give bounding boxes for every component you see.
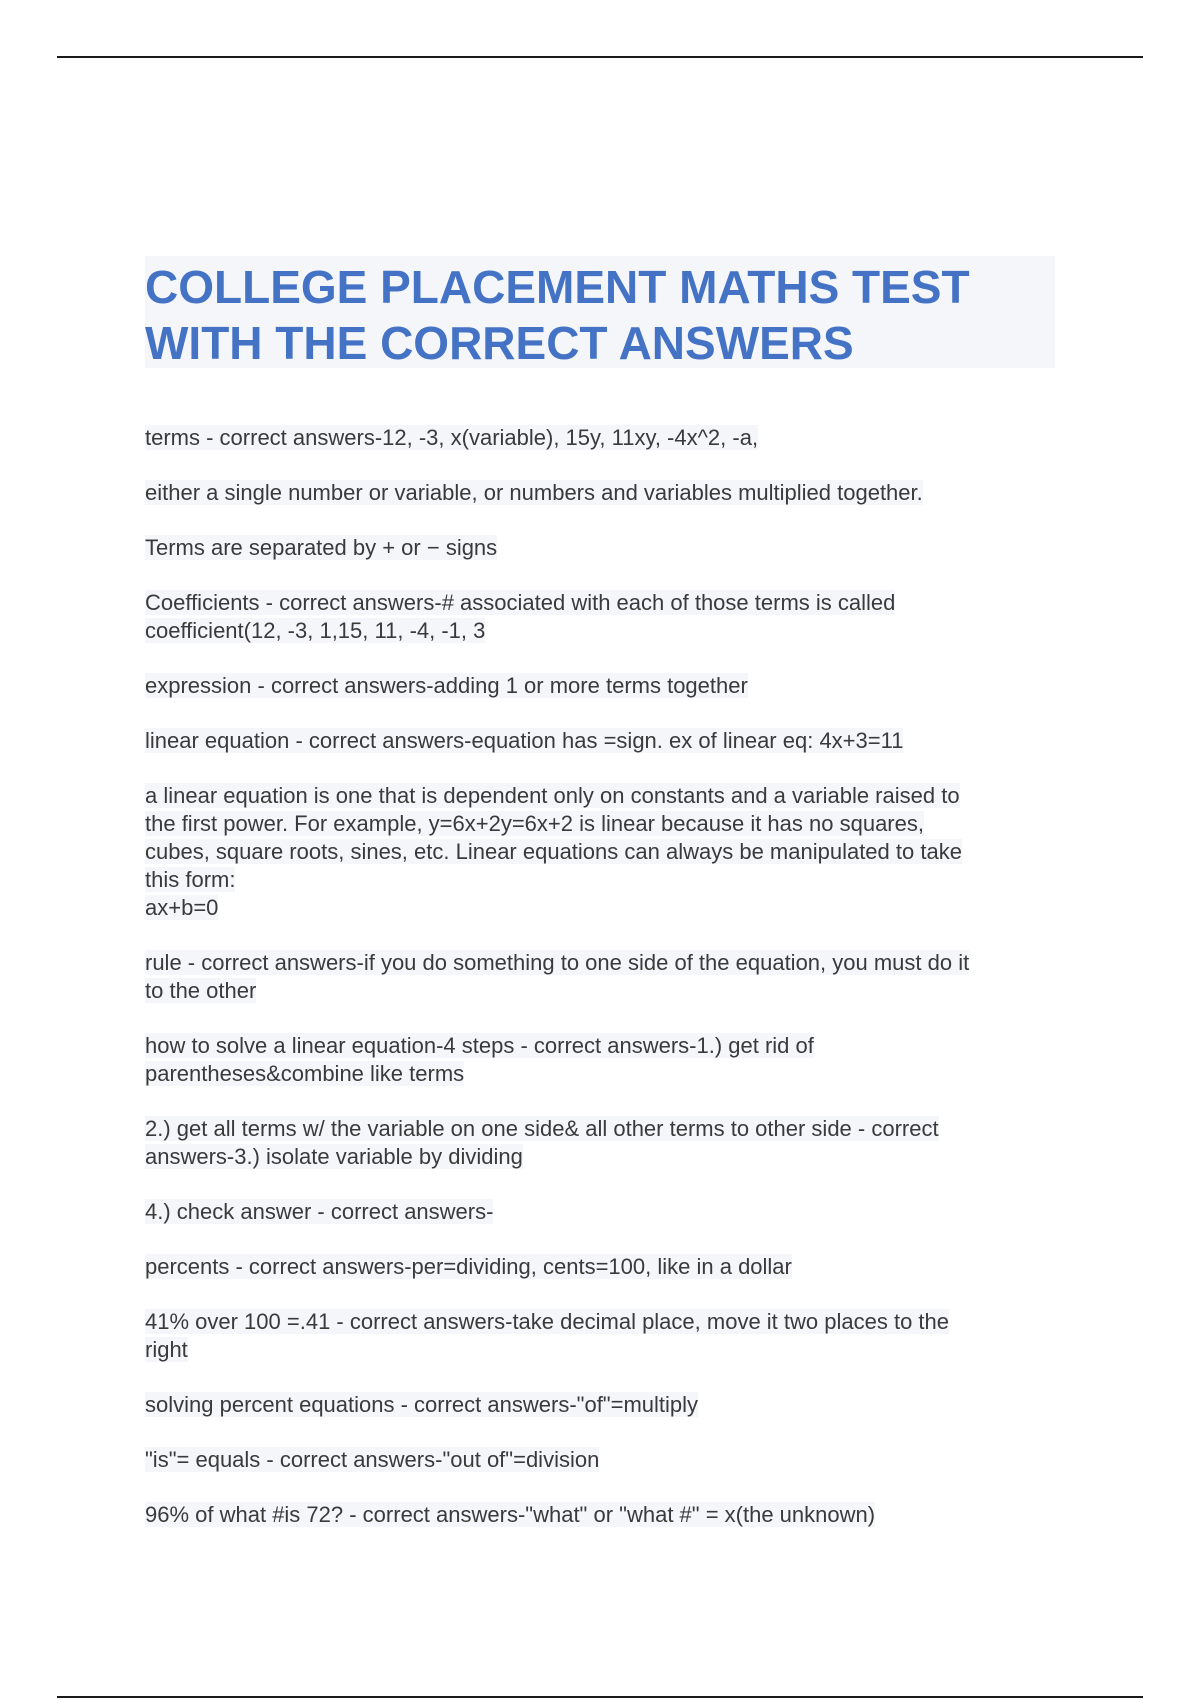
line-text: "is"= equals - correct answers-"out of"=division (145, 1447, 600, 1472)
paragraph (145, 672, 1065, 700)
paragraph (145, 1115, 1065, 1171)
paragraph (145, 424, 1065, 452)
paragraph (145, 1446, 1065, 1474)
paragraph-line (145, 479, 1065, 507)
line-text: either a single number or variable, or numbers and variables multiplied together. (145, 480, 923, 505)
paragraph (145, 1198, 1065, 1226)
document-body (145, 424, 1065, 1556)
line-text: linear equation - correct answers-equation has =sign. ex of linear eq: 4x+3=11 (145, 728, 904, 753)
top-rule (57, 56, 1143, 58)
bottom-rule (57, 1696, 1143, 1698)
line-text: 4.) check answer - correct answers- (145, 1199, 494, 1224)
paragraph (145, 949, 1065, 1005)
line-text: a linear equation is one that is dependent only on constants and a variable raised to (145, 783, 960, 808)
line-text: 96% of what #is 72? - correct answers-"what" or "what #" = x(the unknown) (145, 1502, 876, 1527)
paragraph (145, 534, 1065, 562)
paragraph-line (145, 672, 1065, 700)
paragraph-line (145, 1143, 1065, 1171)
line-text: solving percent equations - correct answers-"of"=multiply (145, 1392, 699, 1417)
line-text: parentheses&combine like terms (145, 1061, 465, 1086)
paragraph-line (145, 727, 1065, 755)
paragraph-line (145, 617, 1065, 645)
paragraph-line (145, 1308, 1065, 1336)
paragraph-line (145, 589, 1065, 617)
paragraph-line (145, 534, 1065, 562)
paragraph-line (145, 1446, 1065, 1474)
line-text: rule - correct answers-if you do something to one side of the equation, you must do it (145, 950, 970, 975)
line-text: 2.) get all terms w/ the variable on one side& all other terms to other side - correct (145, 1116, 939, 1141)
paragraph-line (145, 894, 1065, 922)
title-line-1: COLLEGE PLACEMENT MATHS TEST (145, 261, 970, 313)
paragraph-line (145, 1060, 1065, 1088)
title-line-2: WITH THE CORRECT ANSWERS (145, 317, 854, 369)
paragraph (145, 727, 1065, 755)
paragraph (145, 1308, 1065, 1364)
line-text: Coefficients - correct answers-# associated with each of those terms is called (145, 590, 896, 615)
line-text: Terms are separated by + or − signs (145, 535, 498, 560)
paragraph-line (145, 810, 1065, 838)
line-text: 41% over 100 =.41 - correct answers-take decimal place, move it two places to the (145, 1309, 949, 1334)
paragraph-line (145, 1336, 1065, 1364)
paragraph-line (145, 424, 1065, 452)
paragraph-line (145, 1115, 1065, 1143)
line-text: answers-3.) isolate variable by dividing (145, 1144, 523, 1169)
paragraph (145, 1253, 1065, 1281)
paragraph-line (145, 1501, 1065, 1529)
line-text: percents - correct answers-per=dividing, cents=100, like in a dollar (145, 1254, 792, 1279)
paragraph (145, 1032, 1065, 1088)
paragraph (145, 589, 1065, 645)
paragraph-line (145, 1391, 1065, 1419)
paragraph-line (145, 1032, 1065, 1060)
document-title (145, 256, 1055, 368)
paragraph (145, 782, 1065, 922)
paragraph-line (145, 1253, 1065, 1281)
paragraph-line (145, 838, 1065, 866)
line-text: cubes, square roots, sines, etc. Linear equations can always be manipulated to take (145, 839, 962, 864)
line-text: this form: (145, 867, 236, 892)
line-text: to the other (145, 978, 257, 1003)
line-text: expression - correct answers-adding 1 or more terms together (145, 673, 748, 698)
line-text: right (145, 1337, 188, 1362)
paragraph (145, 1501, 1065, 1529)
line-text: coefficient(12, -3, 1,15, 11, -4, -1, 3 (145, 618, 486, 643)
paragraph-line (145, 1198, 1065, 1226)
paragraph-line (145, 977, 1065, 1005)
line-text: terms - correct answers-12, -3, x(variable), 15y, 11xy, -4x^2, -a, (145, 425, 759, 450)
line-text: the first power. For example, y=6x+2y=6x+2 is linear because it has no squares, (145, 811, 924, 836)
line-text: ax+b=0 (145, 895, 219, 920)
paragraph-line (145, 949, 1065, 977)
line-text: how to solve a linear equation-4 steps - correct answers-1.) get rid of (145, 1033, 814, 1058)
paragraph (145, 479, 1065, 507)
paragraph (145, 1391, 1065, 1419)
paragraph-line (145, 866, 1065, 894)
paragraph-line (145, 782, 1065, 810)
